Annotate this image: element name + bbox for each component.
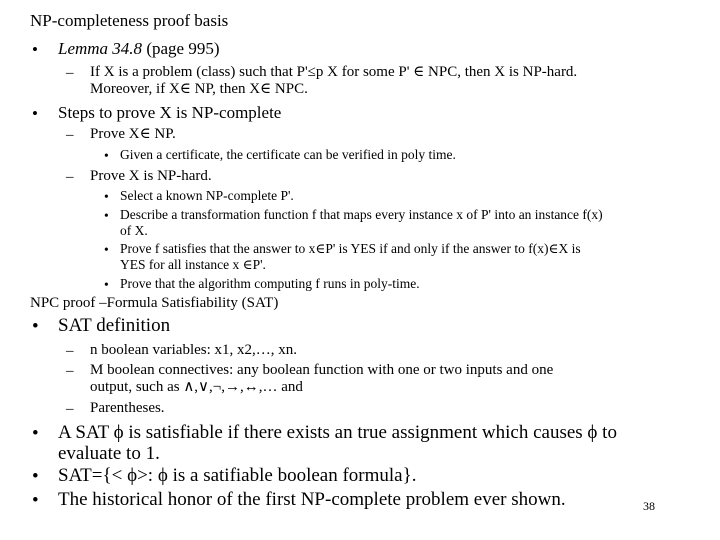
step2-item-transform-line2: of X. <box>120 223 148 238</box>
section-title-sat: NPC proof –Formula Satisfiability (SAT) <box>30 295 279 311</box>
step2-item-prove-line2: YES for all instance x ∈P'. <box>120 257 266 272</box>
historical-honor-text: The historical honor of the first NP-complete problem ever shown. <box>58 489 566 510</box>
dash-icon: – <box>66 169 74 185</box>
sat-set-definition: SAT={< ϕ>: ϕ is a satifiable boolean formula}. <box>58 465 417 486</box>
page-number: 38 <box>643 499 655 513</box>
sat-item-connectives-line2: output, such as ∧,∨,¬,→,↔,… and <box>90 379 303 395</box>
step2-item-polytime: Prove that the algorithm computing f runs in poly-time. <box>120 276 420 291</box>
steps-heading: Steps to prove X is NP-complete <box>58 103 282 122</box>
dash-icon: – <box>66 65 74 81</box>
lemma-reference: Lemma 34.8 <box>58 39 143 58</box>
bullet-icon: • <box>32 40 38 59</box>
dash-icon: – <box>66 127 74 143</box>
satisfiable-definition-line1: A SAT ϕ is satisfiable if there exists an true assignment which causes ϕ to <box>58 422 617 443</box>
bullet-icon: • <box>32 104 38 123</box>
step2-item-select: Select a known NP-complete P'. <box>120 188 294 203</box>
bullet-icon: • <box>32 490 39 511</box>
bullet-icon: • <box>32 423 39 444</box>
dash-icon: – <box>66 363 74 379</box>
bullet-icon: • <box>104 148 109 163</box>
dash-icon: – <box>66 343 74 359</box>
sat-definition-heading: SAT definition <box>58 315 171 336</box>
dash-icon: – <box>66 401 74 417</box>
step1-detail: Given a certificate, the certificate can be verified in poly time. <box>120 147 456 162</box>
bullet-icon: • <box>32 316 39 337</box>
bullet-icon: • <box>104 189 109 204</box>
lemma-line <box>58 40 219 57</box>
sat-item-parentheses: Parentheses. <box>90 400 165 416</box>
step2-item-transform-line1: Describe a transformation function f that maps every instance x of P' into an instance f(x) <box>120 207 603 222</box>
lemma-statement-line2: Moreover, if X∈ NP, then X∈ NPC. <box>90 81 308 97</box>
step2-item-prove-line1: Prove f satisfies that the answer to x∈P' is YES if and only if the answer to f(x)∈X is <box>120 241 581 256</box>
lemma-statement-line1: If X is a problem (class) such that P'≤p X for some P' ∈ NPC, then X is NP-hard. <box>90 64 578 80</box>
sat-item-connectives-line1: M boolean connectives: any boolean function with one or two inputs and one <box>90 362 554 378</box>
bullet-icon: • <box>104 277 109 292</box>
bullet-icon: • <box>104 242 109 257</box>
step2-text: Prove X is NP-hard. <box>90 168 212 184</box>
satisfiable-definition-line2: evaluate to 1. <box>58 443 160 464</box>
bullet-icon: • <box>32 466 39 487</box>
bullet-icon: • <box>104 208 109 223</box>
step1-text: Prove X∈ NP. <box>90 126 176 142</box>
sat-item-variables: n boolean variables: x1, x2,…, xn. <box>90 342 298 358</box>
lemma-page: (page 995) <box>142 39 220 58</box>
section-title-np-completeness: NP-completeness proof basis <box>30 11 229 30</box>
